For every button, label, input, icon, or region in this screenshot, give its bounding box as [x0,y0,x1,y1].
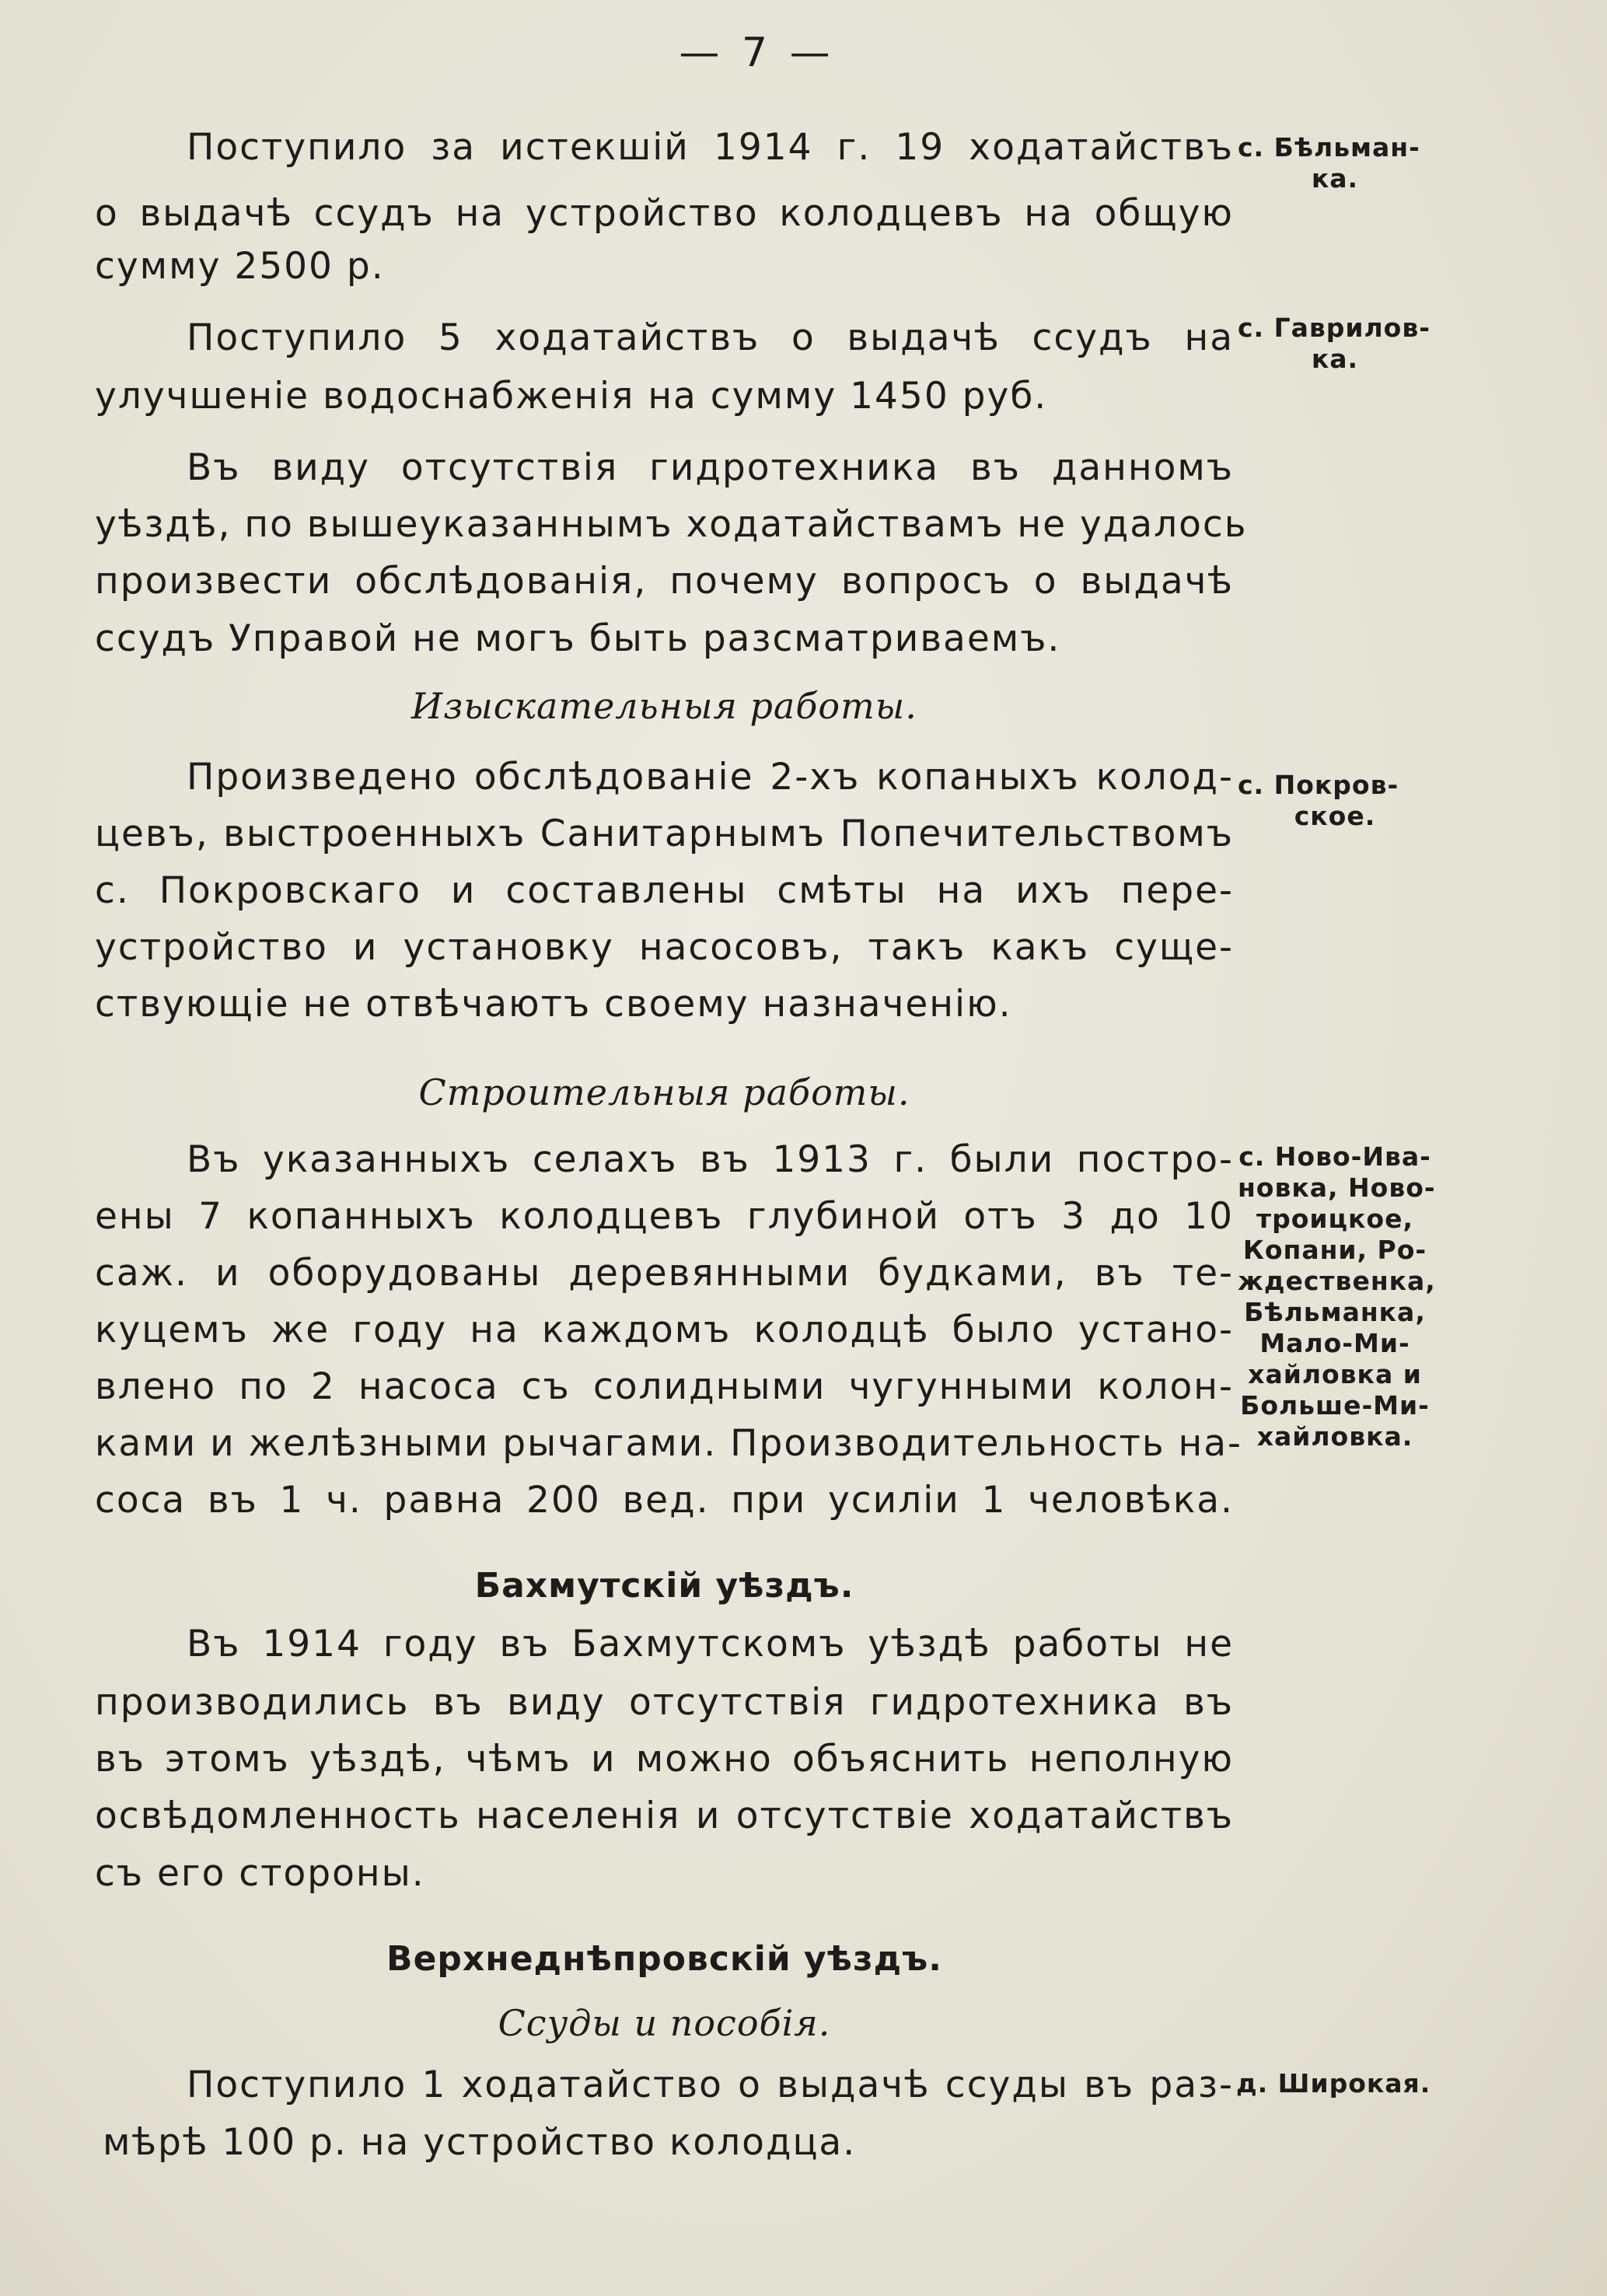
text-line: Поступило 1 ходатайство о выдачѣ ссуды въ раз- [187,2064,1234,2106]
margin-note-line: с. Бѣльман- [1238,132,1420,163]
margin-note-line: с. Покров- [1238,770,1399,800]
margin-note-line: Мало-Ми- [1259,1328,1410,1358]
margin-note-line: Бѣльманка, [1244,1297,1426,1327]
text-line: соса въ 1 ч. равна 200 вед. при усиліи 1 человѣка. [95,1479,1234,1522]
margin-note-line: хайловка и [1248,1359,1422,1389]
section-heading: Верхнеднѣпровскій уѣздъ. [386,1939,942,1979]
text-line: куцемъ же году на каждомъ колодцѣ было устано- [95,1309,1234,1351]
section-heading: Строительныя работы. [418,1071,910,1113]
margin-note-line: Больше-Ми- [1240,1390,1430,1421]
margin-note-line: ждественка, [1238,1266,1436,1296]
text-line: о выдачѣ ссудъ на устройство колодцевъ на общую [95,192,1234,235]
text-line: произвести обслѣдованія, почему вопросъ о выдачѣ [95,560,1234,603]
text-line: Въ 1914 году въ Бахмутскомъ уѣздѣ работы не [187,1623,1234,1665]
text-line: въ этомъ уѣздѣ, чѣмъ и можно объяснить неполную [95,1738,1234,1781]
margin-note-line: с. Ново-Ива- [1238,1141,1431,1172]
text-line: цевъ, выстроенныхъ Санитарнымъ Попечительствомъ [95,813,1234,855]
text-line: Поступило за истекшій 1914 г. 19 ходатайствъ [187,126,1234,169]
margin-note [1238,1141,1436,1452]
margin-note-line: ское. [1294,801,1376,831]
margin-note [1236,2068,1438,2099]
text-line: съ его стороны. [95,1852,425,1895]
text-line: Произведено обслѣдованіе 2-хъ копаныхъ колод- [187,756,1234,799]
section-heading: Изыскательныя работы. [411,685,917,727]
text-line: с. Покровскаго и составлены смѣты на ихъ пере- [95,869,1234,912]
text-line: освѣдомленность населенія и отсутствіе ходатайствъ [95,1795,1234,1837]
margin-note-line: хайловка. [1256,1421,1413,1452]
text-line: устройство и установку насосовъ, такъ какъ суще- [95,926,1234,969]
page-number: — 7 — [679,30,835,76]
margin-note-line: ка. [1311,163,1359,194]
text-line: ссудъ Управой не могъ быть разсматриваемъ. [95,617,1061,660]
text-line: Въ виду отсутствія гидротехника въ данномъ [187,446,1234,489]
margin-note-line: д. Широкая. [1236,2068,1431,2099]
text-line: ствующіе не отвѣчаютъ своему назначенію. [95,983,1012,1026]
margin-note-line: ка. [1311,344,1359,374]
text-line: Поступило 5 ходатайствъ о выдачѣ ссудъ на [187,316,1234,359]
margin-note-line: Копани, Ро- [1242,1235,1427,1265]
section-heading: Бахмутскій уѣздъ. [474,1566,854,1606]
text-line: мѣрѣ 100 р. на устройство колодца. [103,2121,857,2164]
margin-note-line: с. Гаврилов- [1238,313,1431,343]
text-line: Въ указанныхъ селахъ въ 1913 г. были постро- [187,1138,1234,1181]
text-line: производились въ виду отсутствія гидротехника въ [95,1681,1234,1724]
text-line: саж. и оборудованы деревянными будками, въ те- [95,1252,1234,1295]
section-subheading: Ссуды и пособія. [498,2002,831,2044]
text-line: ены 7 копанныхъ колодцевъ глубиной отъ 3 до 10 [95,1195,1234,1238]
margin-note [1238,313,1432,375]
text-line: уѣздѣ, по вышеуказаннымъ ходатайствамъ не удалось [95,503,1248,546]
margin-note [1238,770,1432,832]
text-line: сумму 2500 р. [95,245,385,288]
text-line: ками и желѣзными рычагами. Производительность на- [95,1422,1242,1465]
margin-note [1238,132,1432,194]
margin-note-line: новка, Ново- [1238,1172,1436,1203]
text-line: улучшеніе водоснабженія на сумму 1450 руб. [95,375,1048,418]
text-line: влено по 2 насоса съ солидными чугунными колон- [95,1365,1234,1408]
margin-note-line: троицкое, [1256,1204,1413,1234]
